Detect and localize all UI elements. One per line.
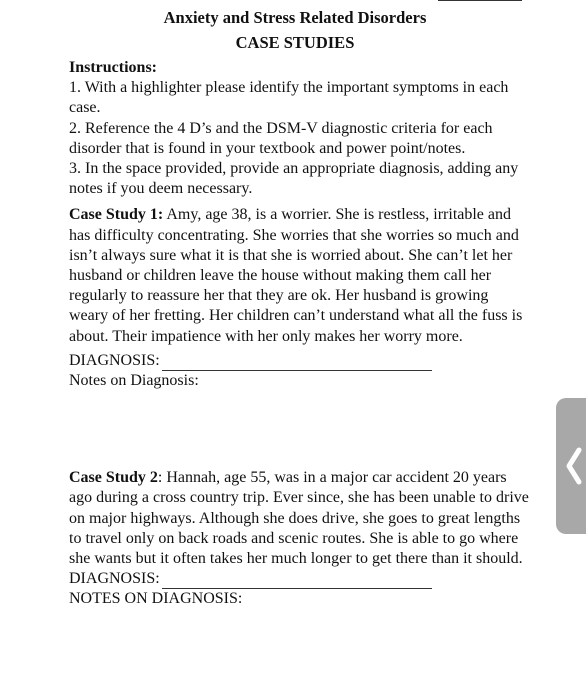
case-2-diagnosis-blank[interactable] bbox=[162, 574, 432, 589]
instruction-item-1: 1. With a highlighter please identify the important symptoms in each case. bbox=[69, 79, 509, 117]
case-study-1-label: Case Study 1: bbox=[69, 206, 164, 224]
case-study-2-text: : Hannah, age 55, was in a major car accident 20 years ago during a cross country trip. Ever since, she has been unable to drive on major highways. Although she does drive, she goes to great lengths to travel only on back roads and scenic routes. She is able to go where she wants but it often takes her much longer to get there than it should. bbox=[69, 469, 529, 568]
document-title: Anxiety and Stress Related Disorders bbox=[163, 8, 427, 27]
instructions-heading: Instructions: bbox=[69, 59, 158, 76]
instruction-item-2: 2. Reference the 4 D’s and the DSM-V diagnostic criteria for each disorder that is found in your textbook and power point/notes. bbox=[69, 119, 493, 157]
case-1-notes-space[interactable] bbox=[69, 391, 529, 468]
case-1-diagnosis-blank[interactable] bbox=[162, 356, 432, 371]
case-study-1 bbox=[69, 205, 529, 346]
case-study-2 bbox=[69, 468, 529, 569]
document-body bbox=[69, 58, 529, 610]
case-1-diagnosis-row bbox=[69, 351, 529, 371]
case-2-notes-label: NOTES ON DIAGNOSIS: bbox=[69, 590, 243, 608]
case-study-1-text: Amy, age 38, is a worrier. She is restless, irritable and has difficulty concentrating. She worries that she worries so much and isn’t always sure what it is that she is worried about. She can’t let her husband or children leave the house without making them call her regularly to reassure her that they are ok. Her husband is growing weary of her fretting. Her children can’t understand what all the fuss is about. Their impatience with her only makes her worry more. bbox=[69, 206, 523, 345]
case-2-diagnosis-label: DIAGNOSIS: bbox=[69, 570, 160, 588]
case-1-notes-label: Notes on Diagnosis: bbox=[69, 372, 199, 390]
top-rule bbox=[438, 0, 522, 1]
case-2-diagnosis-row bbox=[69, 569, 529, 589]
chevron-left-icon bbox=[564, 446, 584, 486]
instruction-item-3: 3. In the space provided, provide an appropriate diagnosis, adding any notes if you deem necessary. bbox=[69, 160, 519, 198]
side-panel-tab[interactable] bbox=[556, 398, 586, 534]
case-study-2-label: Case Study 2 bbox=[69, 469, 158, 487]
document-subtitle: CASE STUDIES bbox=[235, 33, 355, 52]
case-1-diagnosis-label: DIAGNOSIS: bbox=[69, 351, 160, 369]
